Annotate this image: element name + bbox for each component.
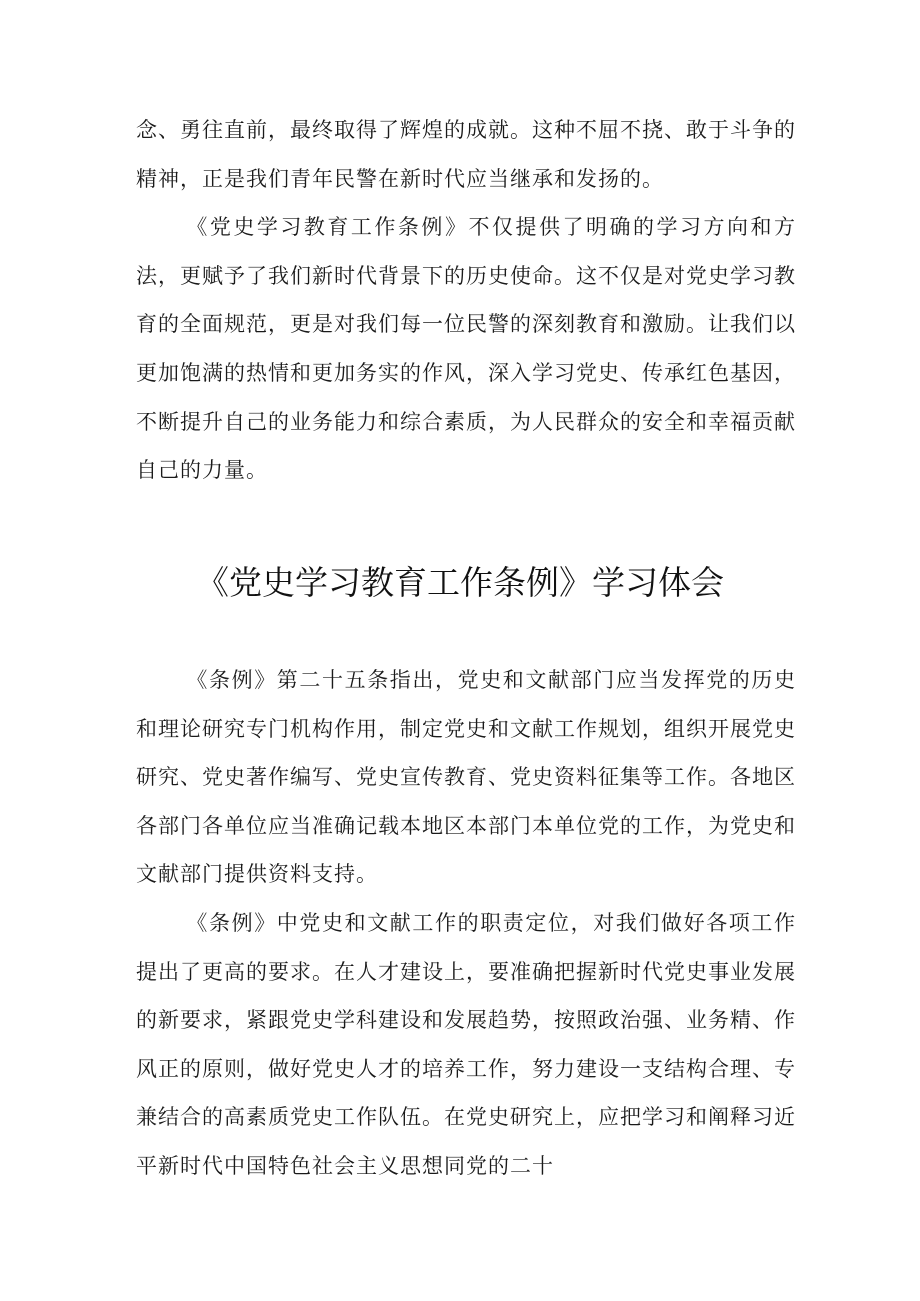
paragraph-conclusion: 《党史学习教育工作条例》不仅提供了明确的学习方向和方法，更赋予了我们新时代背景下的历史使命。这不仅是对党史学习教育的全面规范，更是对我们每一位民警的深刻教育和激励。让我们以更加饱满的热情和更加务实的作风，深入学习党史、传承红色基因，不断提升自己的业务能力和综合素质，为人民群众的安全和幸福贡献自己的力量。 (136, 215, 796, 483)
paragraph-article-25: 《条例》第二十五条指出，党史和文献部门应当发挥党的历史和理论研究专门机构作用，制定党史和文献工作规划，组织开展党史研究、党史著作编写、党史宣传教育、党史资料征集等工作。各地区各部门各单位应当准确记载本地区本部门本单位党的工作，为党史和文献部门提供资料支持。 (136, 668, 796, 887)
bottom-text-section (136, 656, 796, 1191)
article-title: 《党史学习教育工作条例》学习体会 (196, 563, 724, 602)
top-text-section (136, 106, 796, 495)
paragraph-continuation: 念、勇往直前，最终取得了辉煌的成就。这种不屈不挠、敢于斗争的精神，正是我们青年民警在新时代应当继承和发扬的。 (136, 118, 796, 191)
paragraph-responsibilities: 《条例》中党史和文献工作的职责定位，对我们做好各项工作提出了更高的要求。在人才建设上，要准确把握新时代党史事业发展的新要求，紧跟党史学科建设和发展趋势，按照政治强、业务精、作风正的原则，做好党史人才的培养工作，努力建设一支结构合理、专兼结合的高素质党史工作队伍。在党史研究上，应把学习和阐释习近平新时代中国特色社会主义思想同党的二十 (136, 910, 796, 1178)
